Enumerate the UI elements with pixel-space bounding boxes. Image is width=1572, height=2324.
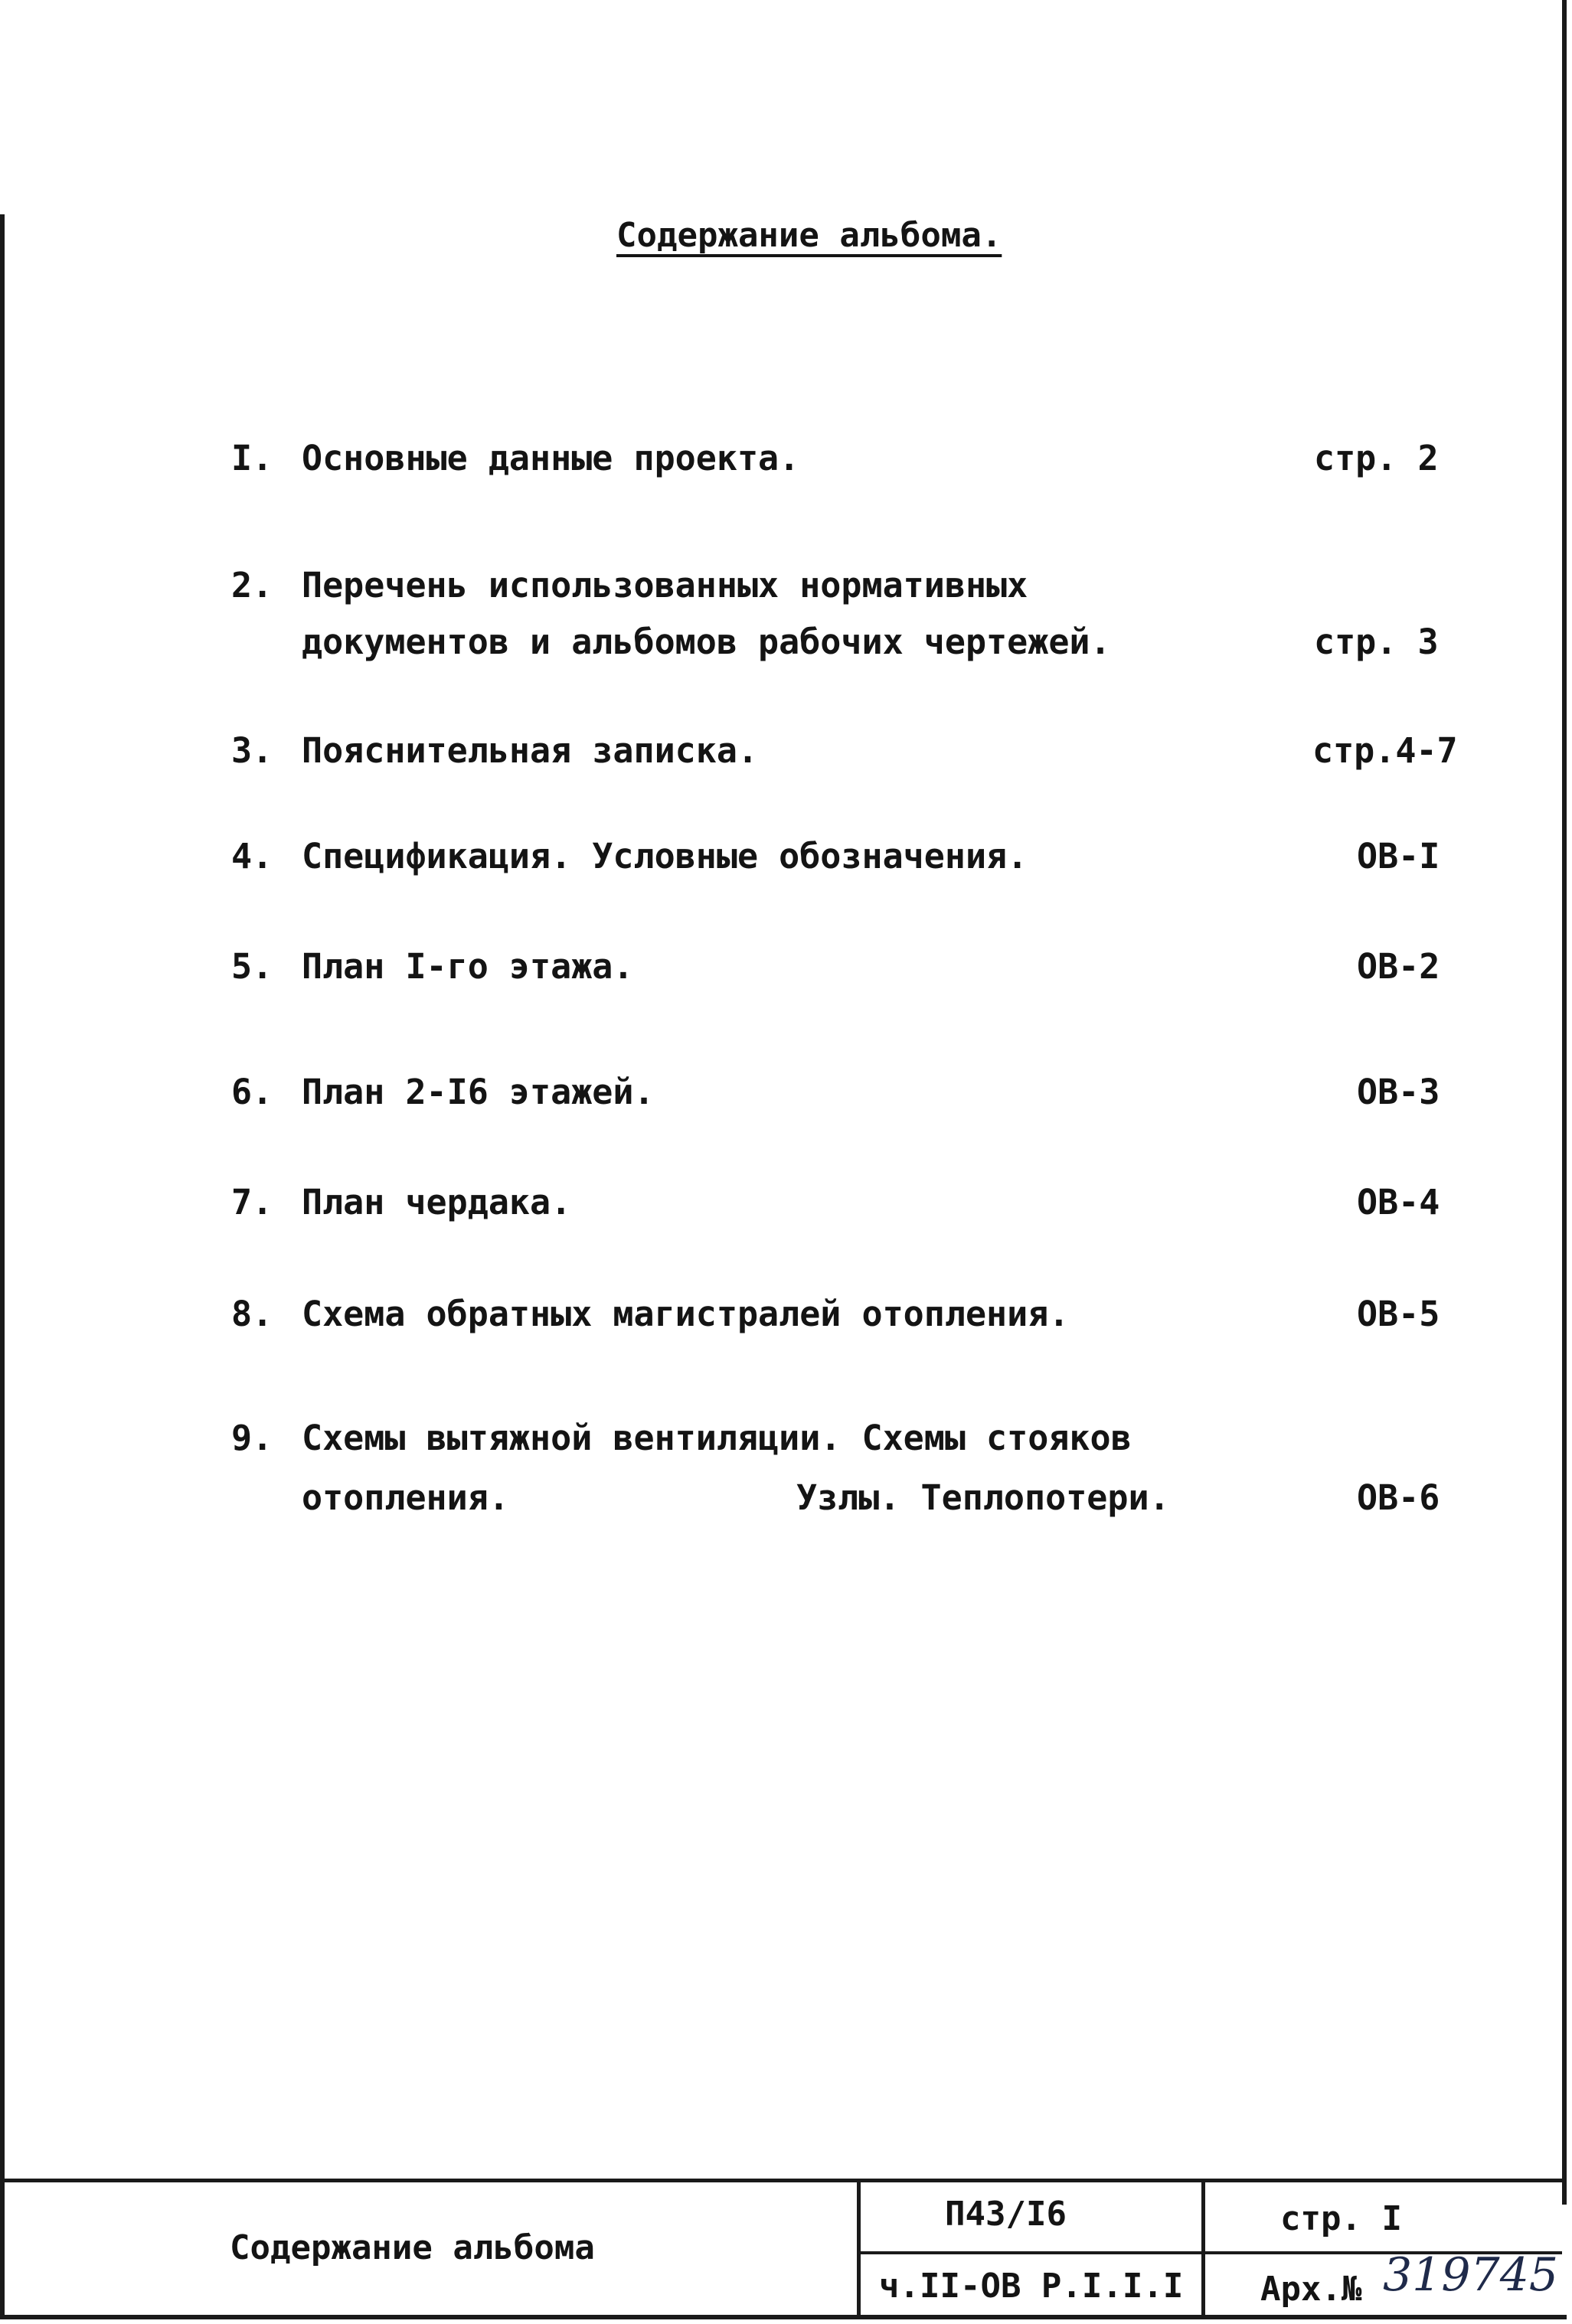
toc-item: [0, 565, 1572, 611]
toc-item-text: Перечень использованных нормативных: [302, 565, 1028, 605]
toc-item-number: 3.: [231, 730, 273, 771]
toc-item-number: I.: [231, 438, 273, 478]
toc-item-number: 9.: [231, 1418, 273, 1458]
toc-item: [0, 836, 1572, 882]
toc-item: [0, 946, 1572, 992]
toc-item-text: Пояснительная записка.: [302, 730, 759, 771]
toc-item-page: стр. 3: [1314, 622, 1439, 662]
toc-item-page: ОВ-5: [1357, 1294, 1440, 1334]
toc-item-text: План I-го этажа.: [302, 946, 634, 987]
toc-item-text: Схема обратных магистралей отопления.: [302, 1294, 1070, 1334]
toc-item-text: Спецификация. Условные обозначения.: [302, 836, 1028, 876]
toc-item-page: ОВ-6: [1357, 1477, 1440, 1518]
toc-item-text: Схемы вытяжной вентиляции. Схемы стояков: [302, 1418, 1132, 1458]
frame-left-border: [0, 214, 5, 2319]
toc-item-continuation: [0, 1477, 1572, 1523]
toc-item-page: стр. 2: [1314, 438, 1439, 478]
title-block: [5, 2179, 1562, 2319]
toc-item: [0, 1294, 1572, 1340]
toc-item-continuation: [0, 622, 1572, 667]
toc-item: [0, 1182, 1572, 1228]
toc-item-text-line2: отопления.: [302, 1477, 509, 1518]
toc-item: [0, 1072, 1572, 1118]
title-block-divider: [1201, 2182, 1205, 2319]
toc-item-number: 7.: [231, 1182, 273, 1222]
toc-item-number: 5.: [231, 946, 273, 987]
toc-item: [0, 438, 1572, 484]
toc-item-text: План 2-I6 этажей.: [302, 1072, 655, 1112]
toc-item-text: Основные данные проекта.: [302, 438, 800, 478]
toc-item-number: 2.: [231, 565, 273, 605]
toc-item-page: ОВ-I: [1357, 836, 1440, 876]
toc-item-number: 4.: [231, 836, 273, 876]
title-block-archive-number: 319745: [1383, 2248, 1559, 2302]
toc-item-text-line2: документов и альбомов рабочих чертежей.: [302, 622, 1111, 662]
title-block-project-code: П43/I6: [945, 2195, 1067, 2234]
toc-item-number: 6.: [231, 1072, 273, 1112]
toc-item-text-line2b: Узлы. Теплопотери.: [796, 1477, 1170, 1518]
toc-item: [0, 1418, 1572, 1464]
title-block-page: стр. I: [1280, 2199, 1402, 2238]
page-title: Содержание альбома.: [616, 216, 1002, 255]
title-block-divider: [857, 2182, 861, 2319]
title-block-section-code: ч.II-ОВ Р.I.I.I: [879, 2267, 1184, 2306]
toc-item-number: 8.: [231, 1294, 273, 1334]
toc-item-page: стр.4-7: [1312, 730, 1458, 771]
toc-item: [0, 730, 1572, 776]
title-block-name: Содержание альбома: [230, 2228, 595, 2267]
toc-item-page: ОВ-4: [1357, 1182, 1440, 1222]
toc-item-page: ОВ-3: [1357, 1072, 1440, 1112]
toc-item-text: План чердака.: [302, 1182, 572, 1222]
toc-item-page: ОВ-2: [1357, 946, 1440, 987]
title-block-archive-label: Арх.№: [1260, 2270, 1362, 2309]
